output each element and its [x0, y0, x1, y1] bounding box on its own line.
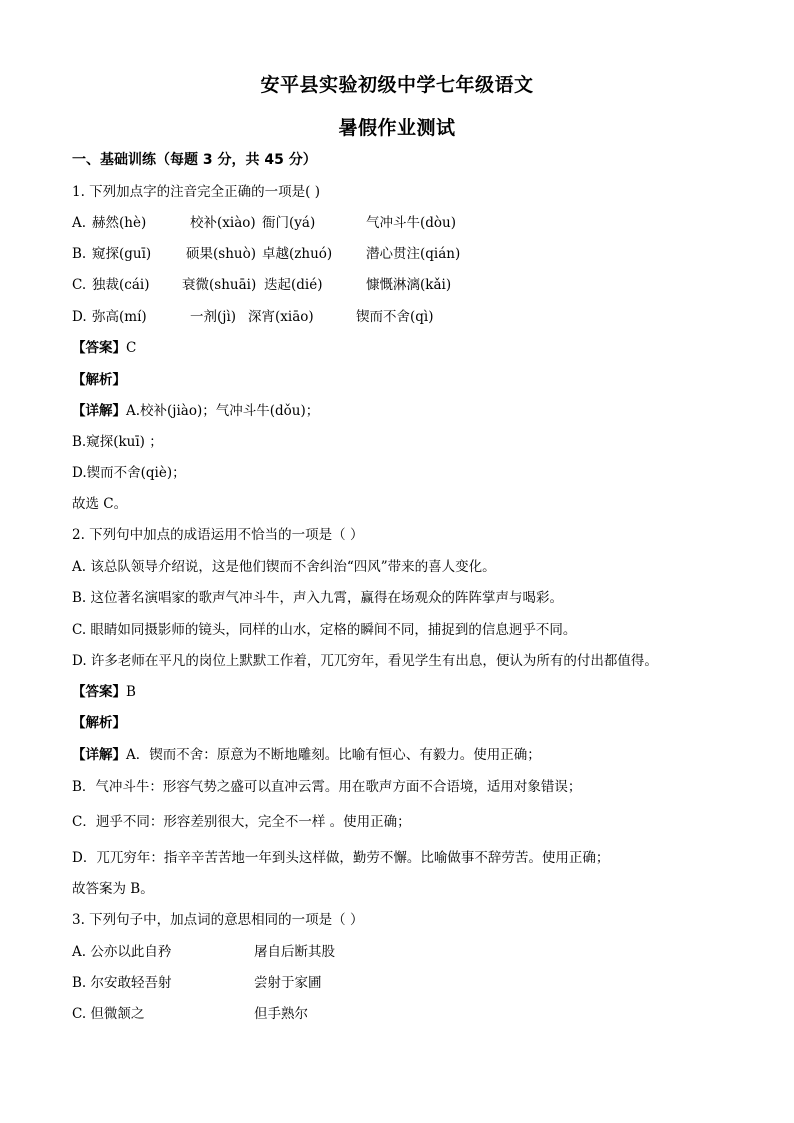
question-2-answer [72, 683, 136, 701]
question-1-conclusion: 故选 C。 [72, 496, 128, 512]
question-2-option-a: A. 该总队领导介绍说，这是他们锲而不舍纠治“四风”带来的喜人变化。 [72, 559, 496, 575]
question-2-option-c: C. 眼睛如同摄影师的镜头，同样的山水，定格的瞬间不同，捕捉到的信息迥乎不同。 [72, 622, 577, 638]
detail-text: A．锲而不舍：原意为不断地雕刻。比喻有恒心、有毅力。使用正确； [126, 747, 541, 763]
question-2-stem: 2. 下列句中加点的成语运用不恰当的一项是（ ） [72, 527, 364, 543]
option-part: 硕果(shuò) [186, 246, 256, 262]
option-part: 衙门(yá) [262, 215, 316, 231]
option-left: B. 尔安敢轻吾射 [72, 975, 172, 991]
question-2-detail [72, 746, 541, 764]
question-2-detail-line: B．气冲斗牛：形容气势之盛可以直冲云霄。用在歌声方面不合语境，适用对象错误； [72, 779, 582, 795]
option-part: 一剂(jì) [190, 309, 237, 325]
option-part: 窥探(guī) [92, 246, 152, 262]
option-part: 深宵(xiāo) [248, 309, 314, 325]
detail-tag: 【详解】 [72, 747, 126, 763]
option-part: 弥高(mí) [92, 309, 147, 325]
option-left: C. 但微颔之 [72, 1006, 145, 1022]
answer-tag: 【答案】 [72, 684, 126, 700]
option-right: 尝射于家圃 [254, 975, 322, 991]
option-part: 气冲斗牛(dòu) [366, 215, 456, 231]
option-part: 卓越(zhuó) [262, 246, 333, 262]
option-letter: B. [72, 246, 87, 262]
question-2-analysis-tag: 【解析】 [72, 715, 126, 731]
option-part: 慷慨淋漓(kǎi) [366, 277, 452, 293]
question-2-detail-line: C．迥乎不同：形容差别很大，完全不一样 。使用正确； [72, 814, 411, 830]
option-part: 校补(xiào) [190, 215, 256, 231]
detail-tag: 【详解】 [72, 403, 126, 419]
document-title: 安平县实验初级中学七年级语文 [260, 74, 534, 96]
question-2-conclusion: 故答案为 B。 [72, 881, 154, 897]
answer-tag: 【答案】 [72, 340, 126, 356]
option-part: 锲而不舍(qì) [356, 309, 434, 325]
question-1-answer [72, 339, 136, 357]
option-part: 潜心贯注(qián) [366, 246, 461, 262]
answer-value: B [126, 684, 136, 700]
option-left: A. 公亦以此自矜 [72, 944, 172, 960]
option-letter: C. [72, 277, 87, 293]
question-3-stem: 3. 下列句子中，加点词的意思相同的一项是（ ） [72, 912, 364, 928]
question-1-analysis-tag: 【解析】 [72, 372, 126, 388]
question-1-stem: 1. 下列加点字的注音完全正确的一项是( ) [72, 184, 320, 200]
option-letter: D. [72, 309, 87, 325]
option-part: 赫然(hè) [92, 215, 147, 231]
question-2-option-d: D. 许多老师在平凡的岗位上默默工作着，兀兀穷年，看见学生有出息，便认为所有的付出都值得。 [72, 653, 658, 669]
question-2-detail-line: D．兀兀穷年：指辛辛苦苦地一年到头这样做，勤劳不懈。比喻做事不辞劳苦。使用正确； [72, 850, 610, 866]
question-1-detail [72, 402, 319, 420]
question-1-detail-line: D.锲而不舍(qiè)； [72, 465, 186, 481]
detail-text: A.校补(jiào)；气冲斗牛(dǒu)； [126, 403, 320, 419]
question-2-option-b: B. 这位著名演唱家的歌声气冲斗牛，声入九霄，赢得在场观众的阵阵掌声与喝彩。 [72, 590, 564, 606]
option-letter: A. [72, 215, 87, 231]
option-part: 独裁(cái) [92, 277, 150, 293]
option-right: 屠自后断其股 [254, 944, 335, 960]
answer-value: C [126, 340, 137, 356]
document-subtitle: 暑假作业测试 [338, 117, 456, 139]
option-part: 迭起(dié) [264, 277, 323, 293]
section-heading: 一、基础训练（每题 3 分，共 45 分） [72, 152, 317, 168]
option-part: 衰微(shuāi) [182, 277, 257, 293]
option-right: 但手熟尔 [254, 1006, 308, 1022]
question-1-detail-line: B.窥探(kuī) ； [72, 434, 163, 450]
